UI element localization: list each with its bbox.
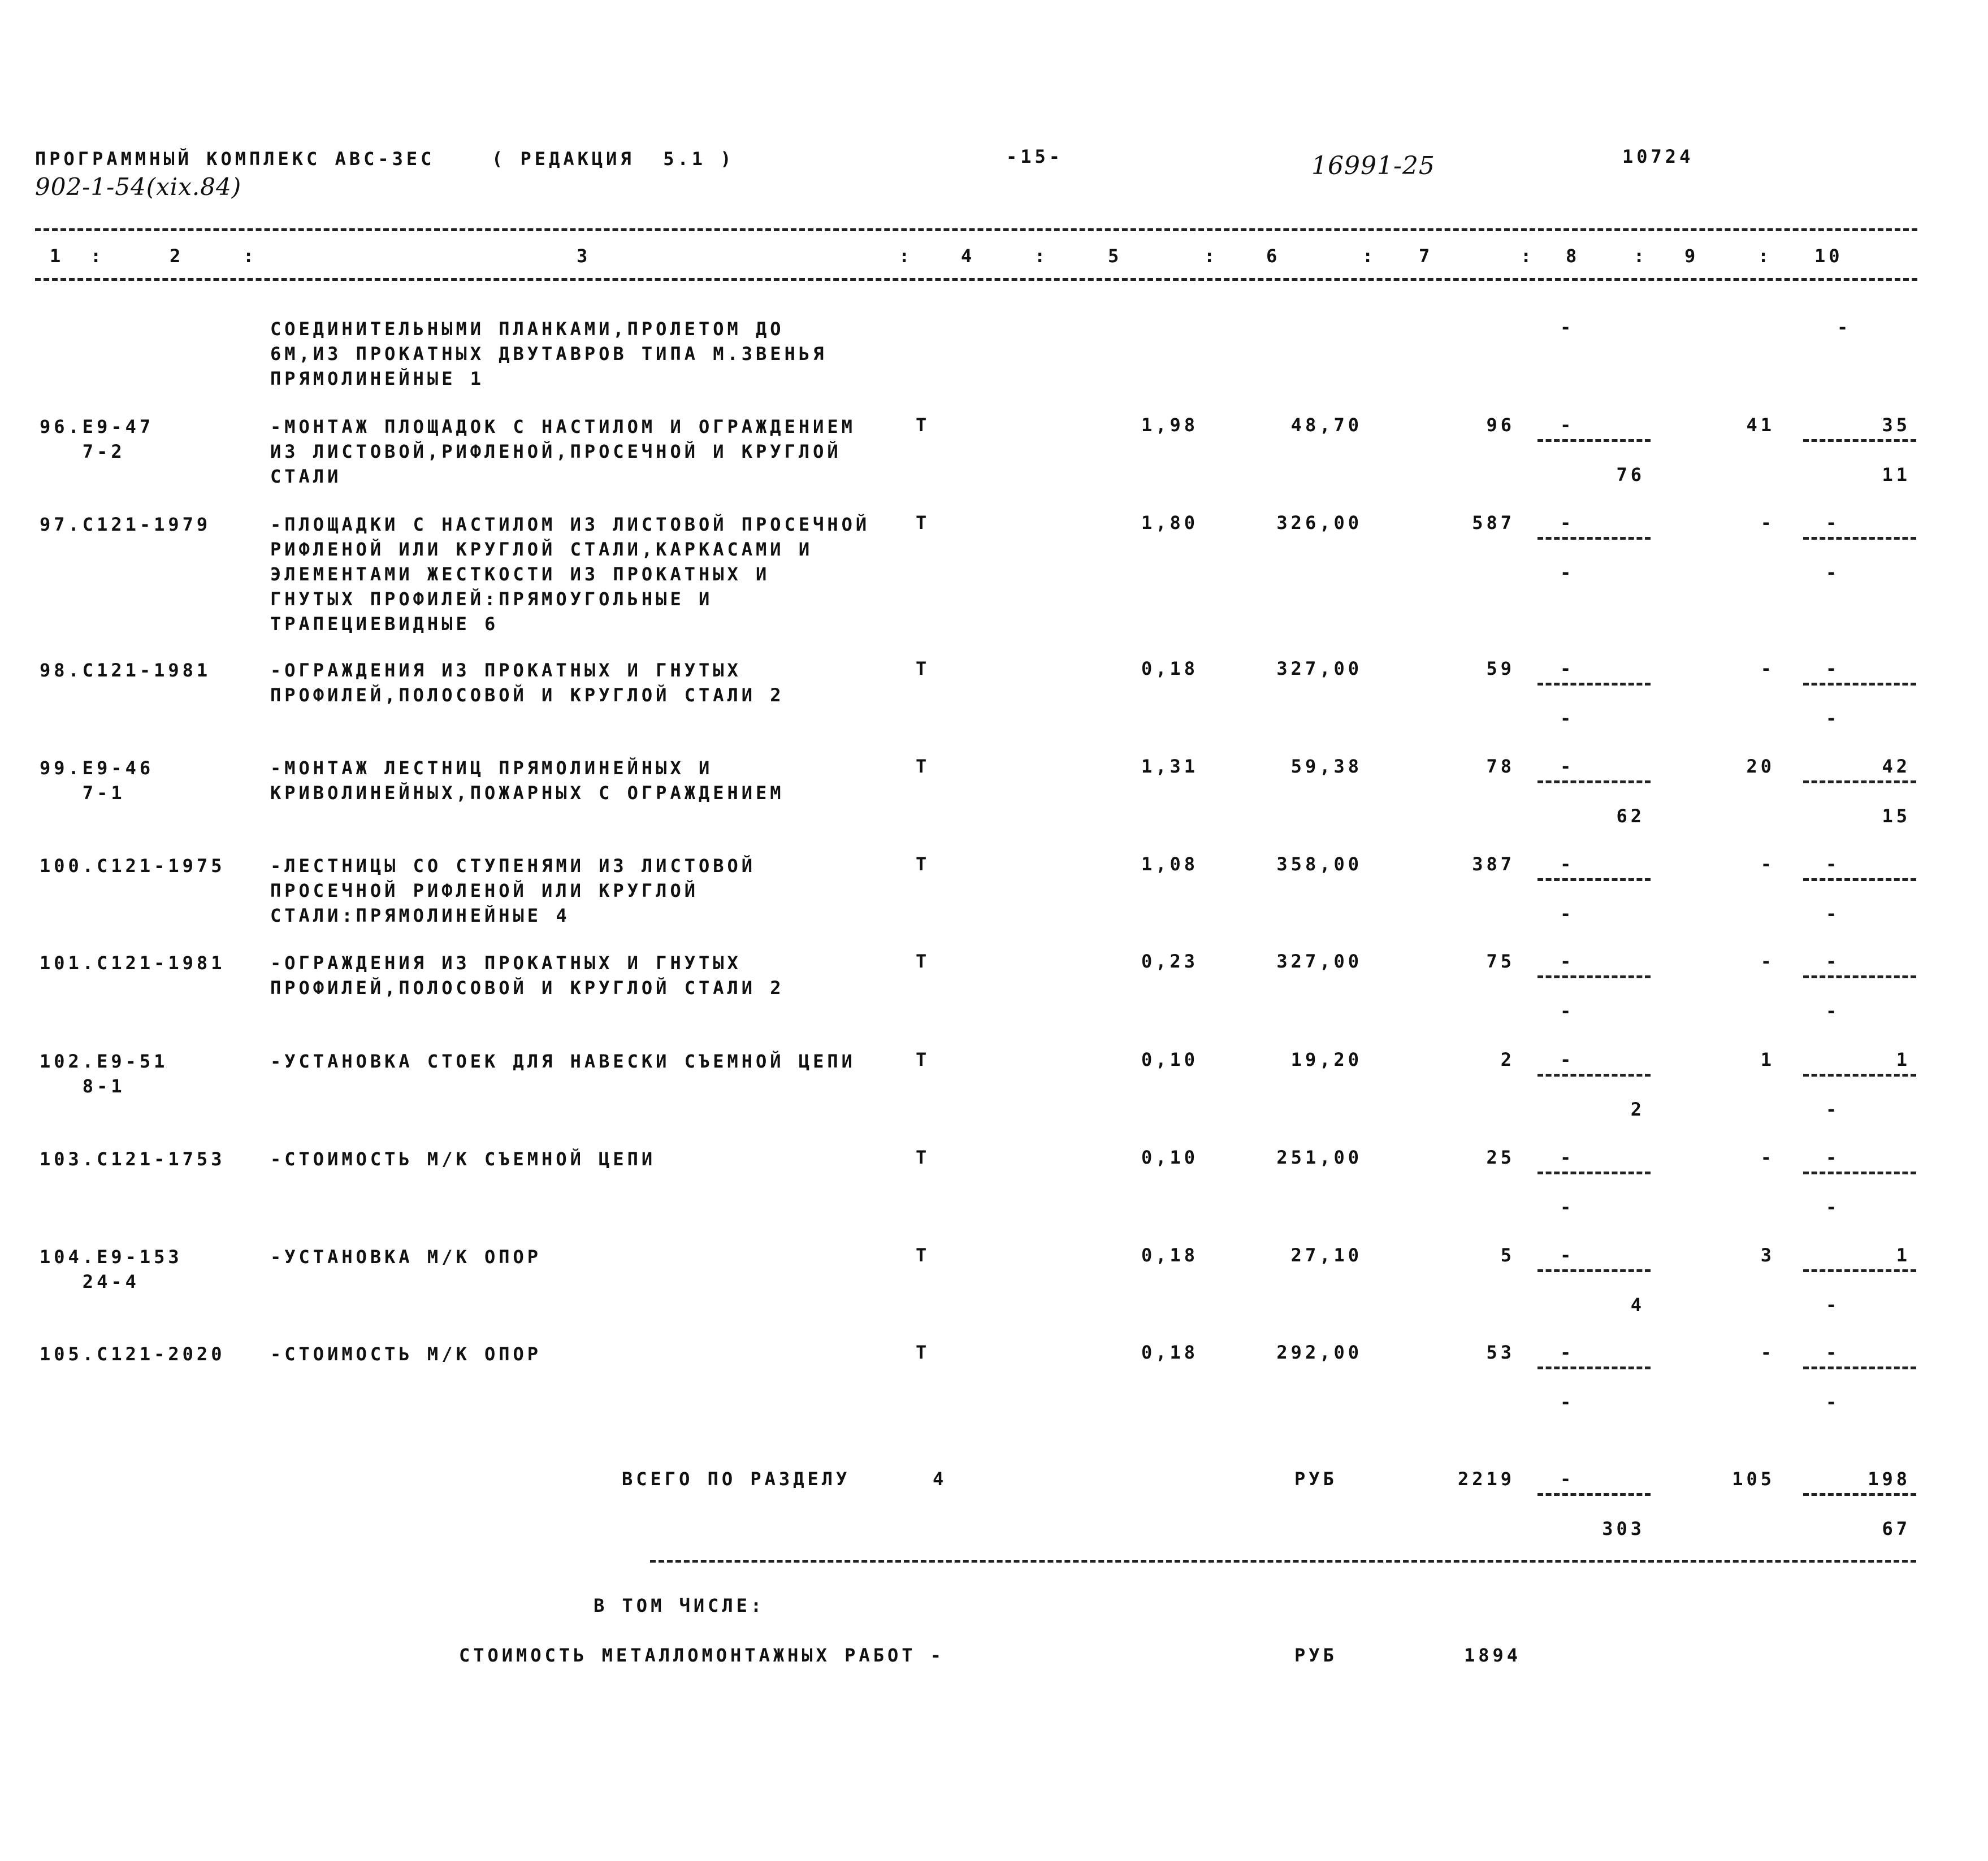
col-sep: : bbox=[1362, 245, 1377, 267]
item-col9: 41 bbox=[1746, 414, 1775, 436]
fraction-line bbox=[1803, 975, 1916, 978]
item-quantity: 0,10 bbox=[1141, 1049, 1198, 1070]
program-title: ПРОГРАММНЫЙ КОМПЛЕКС АВС-3ЕС bbox=[35, 148, 435, 170]
handwritten-code: 16991-25 bbox=[1311, 151, 1435, 180]
item-col9: - bbox=[1760, 1342, 1775, 1363]
item-description: -УСТАНОВКА СТОЕК ДЛЯ НАВЕСКИ СЪЕМНОЙ ЦЕПИ bbox=[270, 1051, 856, 1072]
item-col9: - bbox=[1760, 512, 1775, 533]
fraction-line bbox=[1803, 1269, 1916, 1272]
handwritten-reference: 902-1-54(xix.84) bbox=[35, 173, 242, 201]
col10-top: 35 bbox=[1882, 414, 1911, 436]
item-total: 78 bbox=[1486, 756, 1515, 777]
item-col9: 3 bbox=[1760, 1244, 1775, 1266]
item-code: 97.С121-1979 bbox=[40, 514, 211, 535]
item-unit: Т bbox=[916, 1147, 930, 1168]
fraction-line bbox=[1803, 1493, 1916, 1496]
item-code: 96.Е9-47 7-2 bbox=[40, 416, 154, 462]
column-header-row bbox=[40, 237, 1911, 277]
col10-bottom: - bbox=[1826, 708, 1840, 729]
col10-top: 198 bbox=[1868, 1468, 1911, 1490]
item-unit: Т bbox=[916, 414, 930, 436]
page-number: -15- bbox=[1006, 146, 1064, 167]
item-total: 96 bbox=[1486, 414, 1515, 436]
item-col9: - bbox=[1760, 1147, 1775, 1168]
section-currency: РУБ bbox=[1294, 1468, 1337, 1490]
col8-top: - bbox=[1560, 1468, 1575, 1490]
col-sep: : bbox=[899, 245, 913, 267]
fraction-line bbox=[1537, 1269, 1651, 1272]
item-unit-price: 327,00 bbox=[1276, 951, 1362, 972]
item-unit-price: 358,00 bbox=[1276, 853, 1362, 875]
section-col9: 105 bbox=[1732, 1468, 1775, 1490]
fraction-line bbox=[1537, 878, 1651, 881]
summary-rule bbox=[650, 1560, 1916, 1563]
item-code: 103.С121-1753 bbox=[40, 1148, 226, 1170]
fraction-line bbox=[1537, 780, 1651, 783]
header-rule-bottom bbox=[35, 278, 1917, 281]
item-quantity: 1,98 bbox=[1141, 414, 1198, 436]
col-sep: : bbox=[90, 245, 105, 267]
item-code: 98.С121-1981 bbox=[40, 660, 211, 681]
item-description: -УСТАНОВКА М/К ОПОР bbox=[270, 1246, 542, 1268]
item-total: 53 bbox=[1486, 1342, 1515, 1363]
col10-top: - bbox=[1826, 512, 1840, 533]
col10-top: - bbox=[1826, 1342, 1840, 1363]
col10-bottom: - bbox=[1826, 1294, 1840, 1316]
item-quantity: 0,18 bbox=[1141, 658, 1198, 679]
col8-bottom: 4 bbox=[1630, 1294, 1645, 1316]
fraction-line bbox=[1803, 683, 1916, 686]
item-col9: - bbox=[1760, 853, 1775, 875]
fraction-line bbox=[1537, 1074, 1651, 1077]
item-unit-price: 327,00 bbox=[1276, 658, 1362, 679]
fraction-line bbox=[1537, 975, 1651, 978]
item-total: 587 bbox=[1472, 512, 1515, 533]
fraction-line bbox=[1803, 878, 1916, 881]
fraction-line bbox=[1803, 1074, 1916, 1077]
col8-top: - bbox=[1560, 658, 1575, 679]
item-unit: Т bbox=[916, 1049, 930, 1070]
col-5-header: 5 bbox=[1108, 245, 1123, 267]
item-total: 75 bbox=[1486, 951, 1515, 972]
item-unit: Т bbox=[916, 853, 930, 875]
col8-bottom: - bbox=[1560, 1391, 1575, 1413]
continuation-col8: - bbox=[1560, 316, 1575, 338]
item-unit: Т bbox=[916, 1244, 930, 1266]
col10-bottom: - bbox=[1826, 903, 1840, 925]
col8-top: - bbox=[1560, 756, 1575, 777]
item-col9: 20 bbox=[1746, 756, 1775, 777]
item-unit: Т bbox=[916, 1342, 930, 1363]
item-unit-price: 251,00 bbox=[1276, 1147, 1362, 1168]
col8-bottom: - bbox=[1560, 562, 1575, 583]
item-total: 59 bbox=[1486, 658, 1515, 679]
item-quantity: 1,31 bbox=[1141, 756, 1198, 777]
col10-bottom: - bbox=[1826, 1196, 1840, 1218]
item-unit: Т bbox=[916, 756, 930, 777]
col8-top: - bbox=[1560, 853, 1575, 875]
section-total-value: 2219 bbox=[1457, 1468, 1515, 1490]
header-rule-top bbox=[35, 228, 1917, 231]
item-unit-price: 27,10 bbox=[1290, 1244, 1362, 1266]
item-unit: Т bbox=[916, 512, 930, 533]
col-8-header: 8 bbox=[1566, 245, 1580, 267]
item-code: 102.Е9-51 8-1 bbox=[40, 1051, 168, 1097]
col-10-header: 10 bbox=[1814, 245, 1843, 267]
item-total: 5 bbox=[1500, 1244, 1515, 1266]
col10-bottom: - bbox=[1826, 1391, 1840, 1413]
item-description: -ПЛОЩАДКИ С НАСТИЛОМ ИЗ ЛИСТОВОЙ ПРОСЕЧНОЙ РИФЛЕНОЙ ИЛИ КРУГЛОЙ СТАЛИ,КАРКАСАМИ И ЭЛЕМЕНТАМИ ЖЕСТКОСТИ ИЗ ПРОКАТНЫХ И ГНУТЫХ ПРОФИЛЕЙ:ПРЯМОУГОЛЬНЫЕ И ТРАПЕЦИЕВИДНЫЕ 6 bbox=[270, 514, 870, 635]
item-code: 104.Е9-153 24-4 bbox=[40, 1246, 183, 1292]
col8-top: - bbox=[1560, 1342, 1575, 1363]
col8-top: - bbox=[1560, 512, 1575, 533]
col8-bottom: - bbox=[1560, 708, 1575, 729]
col-sep: : bbox=[1634, 245, 1648, 267]
item-code: 101.С121-1981 bbox=[40, 952, 226, 974]
edition-label: ( РЕДАКЦИЯ 5.1 ) bbox=[492, 148, 735, 170]
fraction-line bbox=[1537, 537, 1651, 540]
col8-bottom: 2 bbox=[1630, 1099, 1645, 1120]
item-col9: 1 bbox=[1760, 1049, 1775, 1070]
item-quantity: 1,08 bbox=[1141, 853, 1198, 875]
fraction-line bbox=[1803, 1172, 1916, 1174]
item-code: 100.С121-1975 bbox=[40, 855, 226, 877]
col8-top: - bbox=[1560, 414, 1575, 436]
col10-bottom: - bbox=[1826, 1000, 1840, 1022]
item-description: -ЛЕСТНИЦЫ СО СТУПЕНЯМИ ИЗ ЛИСТОВОЙ ПРОСЕЧНОЙ РИФЛЕНОЙ ИЛИ КРУГЛОЙ СТАЛИ:ПРЯМОЛИНЕЙНЫЕ 4 bbox=[270, 855, 756, 926]
item-quantity: 1,80 bbox=[1141, 512, 1198, 533]
item-code: 105.С121-2020 bbox=[40, 1343, 226, 1365]
item-unit-price: 292,00 bbox=[1276, 1342, 1362, 1363]
col8-top: - bbox=[1560, 1147, 1575, 1168]
fraction-line bbox=[1803, 537, 1916, 540]
item-unit: Т bbox=[916, 951, 930, 972]
fraction-line bbox=[1537, 439, 1651, 442]
col-2-header: 2 bbox=[170, 245, 184, 267]
item-description: -СТОИМОСТЬ М/К ОПОР bbox=[270, 1343, 542, 1365]
col8-bottom: 303 bbox=[1602, 1518, 1645, 1539]
col-6-header: 6 bbox=[1266, 245, 1281, 267]
item-quantity: 0,23 bbox=[1141, 951, 1198, 972]
fraction-line bbox=[1537, 1367, 1651, 1369]
fraction-line bbox=[1537, 683, 1651, 686]
item-quantity: 0,10 bbox=[1141, 1147, 1198, 1168]
col10-top: - bbox=[1826, 951, 1840, 972]
col10-top: 1 bbox=[1896, 1049, 1911, 1070]
continuation-description: СОЕДИНИТЕЛЬНЫМИ ПЛАНКАМИ,ПРОЛЕТОМ ДО 6М,ИЗ ПРОКАТНЫХ ДВУТАВРОВ ТИПА М.ЗВЕНЬЯ ПРЯМОЛИНЕЙНЫЕ 1 bbox=[270, 318, 828, 389]
col-sep: : bbox=[1758, 245, 1773, 267]
item-unit-price: 326,00 bbox=[1276, 512, 1362, 533]
col8-top: - bbox=[1560, 951, 1575, 972]
col8-top: - bbox=[1560, 1244, 1575, 1266]
col8-bottom: 76 bbox=[1616, 464, 1645, 485]
item-unit-price: 19,20 bbox=[1290, 1049, 1362, 1070]
col8-top: - bbox=[1560, 1049, 1575, 1070]
item-col9: - bbox=[1760, 951, 1775, 972]
fraction-line bbox=[1803, 780, 1916, 783]
col10-top: - bbox=[1826, 1147, 1840, 1168]
col8-bottom: - bbox=[1560, 903, 1575, 925]
col8-bottom: 62 bbox=[1616, 805, 1645, 827]
col8-bottom: - bbox=[1560, 1000, 1575, 1022]
item-description: -СТОИМОСТЬ М/К СЪЕМНОЙ ЦЕПИ bbox=[270, 1148, 656, 1170]
col-9-header: 9 bbox=[1684, 245, 1699, 267]
item-total: 387 bbox=[1472, 853, 1515, 875]
col-sep: : bbox=[1521, 245, 1535, 267]
col10-top: 42 bbox=[1882, 756, 1911, 777]
col-sep: : bbox=[1034, 245, 1049, 267]
item-unit-price: 48,70 bbox=[1290, 414, 1362, 436]
col10-bottom: - bbox=[1826, 1099, 1840, 1120]
document-number: 10724 bbox=[1622, 146, 1694, 167]
item-quantity: 0,18 bbox=[1141, 1244, 1198, 1266]
continuation-col10: - bbox=[1837, 316, 1852, 338]
col10-top: - bbox=[1826, 853, 1840, 875]
including-label: В ТОМ ЧИСЛЕ: bbox=[594, 1595, 765, 1616]
fraction-line bbox=[1537, 1493, 1651, 1496]
col10-bottom: 11 bbox=[1882, 464, 1911, 485]
item-description: -ОГРАЖДЕНИЯ ИЗ ПРОКАТНЫХ И ГНУТЫХ ПРОФИЛЕЙ,ПОЛОСОВОЙ И КРУГЛОЙ СТАЛИ 2 bbox=[270, 952, 785, 999]
col10-bottom: 67 bbox=[1882, 1518, 1911, 1539]
item-description: -ОГРАЖДЕНИЯ ИЗ ПРОКАТНЫХ И ГНУТЫХ ПРОФИЛЕЙ,ПОЛОСОВОЙ И КРУГЛОЙ СТАЛИ 2 bbox=[270, 660, 785, 706]
fraction-line bbox=[1537, 1172, 1651, 1174]
item-total: 25 bbox=[1486, 1147, 1515, 1168]
col-1-header: 1 bbox=[50, 245, 64, 267]
metal-works-currency: РУБ bbox=[1294, 1645, 1337, 1666]
section-number: 4 bbox=[933, 1468, 947, 1490]
col-sep: : bbox=[243, 245, 258, 267]
item-description: -МОНТАЖ ПЛОЩАДОК С НАСТИЛОМ И ОГРАЖДЕНИЕМ ИЗ ЛИСТОВОЙ,РИФЛЕНОЙ,ПРОСЕЧНОЙ И КРУГЛОЙ СТАЛИ bbox=[270, 416, 856, 487]
item-unit: Т bbox=[916, 658, 930, 679]
item-col9: - bbox=[1760, 658, 1775, 679]
col10-bottom: 15 bbox=[1882, 805, 1911, 827]
item-total: 2 bbox=[1500, 1049, 1515, 1070]
metal-works-cost-label: СТОИМОСТЬ МЕТАЛЛОМОНТАЖНЫХ РАБОТ - bbox=[459, 1645, 945, 1666]
col10-top: - bbox=[1826, 658, 1840, 679]
fraction-line bbox=[1803, 1367, 1916, 1369]
col-4-header: 4 bbox=[961, 245, 976, 267]
fraction-line bbox=[1803, 439, 1916, 442]
col8-bottom: - bbox=[1560, 1196, 1575, 1218]
col-sep: : bbox=[1204, 245, 1219, 267]
section-total-label: ВСЕГО ПО РАЗДЕЛУ bbox=[622, 1468, 851, 1490]
item-description: -МОНТАЖ ЛЕСТНИЦ ПРЯМОЛИНЕЙНЫХ И КРИВОЛИНЕЙНЫХ,ПОЖАРНЫХ С ОГРАЖДЕНИЕМ bbox=[270, 757, 785, 804]
item-quantity: 0,18 bbox=[1141, 1342, 1198, 1363]
item-code: 99.Е9-46 7-1 bbox=[40, 757, 154, 804]
item-unit-price: 59,38 bbox=[1290, 756, 1362, 777]
col10-top: 1 bbox=[1896, 1244, 1911, 1266]
col-3-header: 3 bbox=[577, 245, 591, 267]
metal-works-cost-value: 1894 bbox=[1464, 1645, 1522, 1666]
col-7-header: 7 bbox=[1419, 245, 1433, 267]
col10-bottom: - bbox=[1826, 562, 1840, 583]
